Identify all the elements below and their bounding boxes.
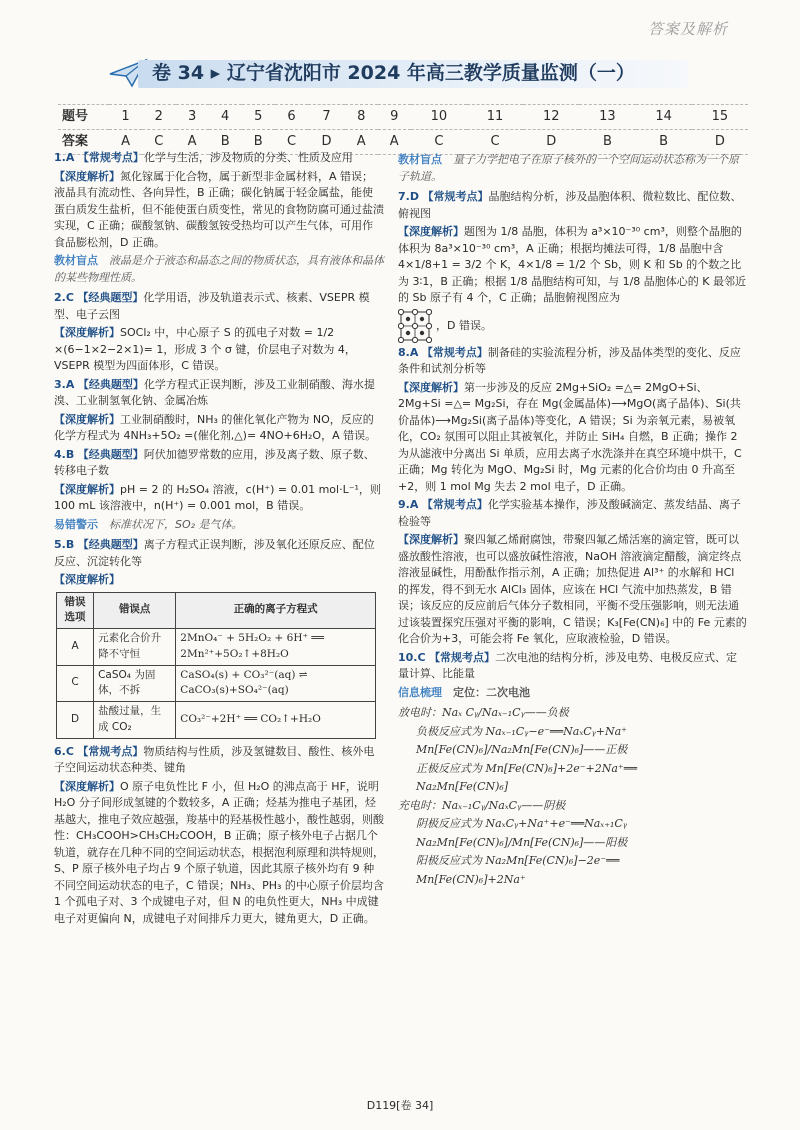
q1-tip [54,253,384,286]
q10-info-heading [398,685,748,702]
question-topic: 化学实验基本操作，涉及酸碱滴定、蒸发结晶、离子检验等 [398,498,741,528]
table-row [57,702,376,739]
answer-table-row-label: 题号 [58,105,109,130]
question-number: 3.A [54,377,75,391]
table-cell: 元素化合价升降不守恒 [94,629,176,666]
q4-tip [54,517,384,534]
question-number: 10.C [398,650,426,664]
analysis-tag: 【深度解析】 [398,225,464,238]
table-header: 错误点 [94,592,176,629]
q7-figure-line [398,309,748,343]
analysis-text: 题图为 1/8 晶胞，体积为 a³×10⁻³⁰ cm³，则整个晶胞的体积为 8a³×10⁻³⁰ cm³，A 正确；根据均摊法可得，1/8 晶胞中含 4×1/8+1 = 3/2 个 K，4×1/8 = 1/2 个 Sb，则 K 和 Sb 的个数之比为 3∶1，B 正确；根据 1/8 晶胞结构可知，与 1/8 晶胞体心的 K 最邻近的 Sb 原子有 4 个，C 正确；晶胞俯视图应为 [398,225,746,304]
question-number-cell: 8 [345,105,378,130]
q7-header [398,189,748,222]
answer-cell: C [467,130,523,155]
category-tag: 【常规考点】 [429,650,496,664]
tip-text: 液晶是介于液态和晶态之间的物质状态，具有液体和晶体的某些物理性质。 [54,254,384,284]
answer-table-row-label: 答案 [58,130,109,155]
question-topic: 化学用语，涉及轨道表示式、核素、VSEPR 模型、电子云图 [54,291,370,321]
question-number-cell: 1 [109,105,142,130]
category-tag: 【经典题型】 [77,538,144,551]
answer-cell: A [378,130,411,155]
question-number-cell: 7 [308,105,344,130]
table-row [57,665,376,702]
question-number-cell: 2 [142,105,176,130]
question-number-cell: 13 [579,105,635,130]
unit-cell-top-view-icon [398,309,432,343]
question-topic: 离子方程式正误判断，涉及氧化还原反应、配位反应、沉淀转化等 [54,538,375,568]
q10-header [398,650,748,683]
answer-cell: D [692,130,748,155]
table-cell: D [57,702,94,739]
reaction-line: 正极反应式为 Mn[Fe(CN)₆]+2e⁻+2Na⁺══ [416,761,637,775]
q1-analysis [54,169,384,252]
question-number-cell: 10 [411,105,467,130]
reaction-line: Mn[Fe(CN)₆]+2Na⁺ [416,872,526,886]
q6-header [54,744,384,777]
q1-header [54,150,384,167]
question-topic: 二次电池的结构分析，涉及电势、电极反应式、定量计算、比能量 [398,650,738,680]
paper-title: 卷 34 ▸ 辽宁省沈阳市 2024 年高三教学质量监测（一） [152,62,635,84]
question-number: 9.A [398,498,419,511]
table-cell: CaSO₄ 为固体，不拆 [94,665,176,702]
tip-label: 信息梳理 [398,685,442,699]
category-tag: 【经典题型】 [77,447,144,461]
question-number-cell: 15 [692,105,748,130]
question-number: 5.B [54,538,75,551]
question-number-cell: 11 [467,105,523,130]
q9-analysis [398,532,748,648]
question-number-cell: 3 [176,105,209,130]
table-cell: 2MnO₄⁻ + 5H₂O₂ + 6H⁺ ══ 2Mn²⁺+5O₂↑+8H₂O [176,629,376,666]
paper-title-banner [108,56,688,92]
tip-label: 易错警示 [54,517,98,531]
question-number: 4.B [54,447,75,461]
q7-analysis [398,224,748,307]
category-tag: 【常规考点】 [422,190,489,203]
tip-label: 教材盲点 [54,254,98,267]
analysis-tag: 【深度解析】 [398,380,464,394]
answer-cell: B [579,130,635,155]
analysis-tag: 【深度解析】 [398,533,464,546]
analysis-text: 聚四氟乙烯耐腐蚀，带聚四氟乙烯活塞的滴定管，既可以盛放酸性溶液，也可以盛放碱性溶液，NaOH 溶液滴定醋酸，滴定终点溶液显碱性，用酚酞作指示剂，A 正确；加热促进 Al³⁺ 的水解和 HCl 的挥发，得不到无水 AlCl₃ 固体，应该在 HCl 气流中加热蒸发，B 错误；该反应的反应前后气体分子数相同，平衡不受压强影响，则无法通过该装置探究压强对平衡的影响，C 错误；K₃[Fe(CN)₆] 中的 Fe 元素的化合价为+3，可能会将 Fe 氧化，应取液检验，D 错误。 [398,533,747,645]
category-tag: 【常规考点】 [421,345,488,359]
q9-header [398,497,748,530]
table-header: 正确的离子方程式 [176,592,376,629]
category-tag: 【常规考点】 [421,498,488,511]
q2-analysis [54,325,384,375]
analysis-text: ，D 错误。 [436,318,492,332]
reaction-line: Mn[Fe(CN)₆]/Na₂Mn[Fe(CN)₆]——正极 [416,743,628,756]
reaction-line: 充电时：Naₓ₋₁Cᵧ/NaₓCᵧ——阴极 [398,798,566,812]
analysis-text: SOCl₂ 中，中心原子 S 的孤电子对数 = 1/2 ×(6−1×2−2×1)= 1，形成 3 个 σ 键，价层电子对数为 4，VSEPR 模型为四面体形，C 错误。 [54,326,356,372]
table-cell: 盐酸过量，生成 CO₂ [94,702,176,739]
question-number-cell: 4 [209,105,242,130]
tip-text: 量子力学把电子在原子核外的一个空间运动状态称为一个原子轨道。 [398,153,739,183]
q6-tip [398,152,748,185]
category-tag: 【经典题型】 [77,377,144,391]
question-topic: 阿伏加德罗常数的应用，涉及离子数、原子数、转移电子数 [54,447,375,477]
question-topic: 化学方程式正误判断，涉及工业制硝酸、海水提溴、工业制氢氧化钠、金属冶炼 [54,377,375,407]
q8-analysis [398,380,748,496]
question-number-cell: 5 [242,105,275,130]
left-column [54,150,384,929]
answer-cell: A [345,130,378,155]
q3-header [54,377,384,410]
reaction-line: 负极反应式为 Naₓ₋₁Cᵧ−e⁻══NaₓCᵧ+Na⁺ [416,724,627,738]
error-analysis-table [56,592,376,739]
table-cell: CaSO₄(s) + CO₃²⁻(aq) ⇌ CaCO₃(s)+SO₄²⁻(aq) [176,665,376,702]
tip-text: 标准状况下，SO₂ 是气体。 [109,517,243,531]
table-cell: CO₃²⁻+2H⁺ ══ CO₂↑+H₂O [176,702,376,739]
analysis-tag: 【深度解析】 [54,326,120,339]
question-topic: 化学与生活，涉及物质的分类、性质及应用 [143,151,353,164]
question-number: 6.C [54,744,74,758]
analysis-tag: 【深度解析】 [54,412,120,426]
analysis-text: 第一步涉及的反应 2Mg+SiO₂ =△= 2MgO+Si、2Mg+Si =△= Mg₂Si，存在 Mg(金属晶体)⟶MgO(离子晶体)、Si(共价晶体)⟶Mg₂Si(离子晶体)等变化，A 错误；Si 为亲氧元素，易被氧化，CO₂ 氛围可以阻止其被氧化，并防止 SiH₄ 自燃，B 正确；操作 2 为从滤液中分离出 Si 单质，应用去离子水洗涤并在真空环境中烘干，C 正确；Mg 转化为 MgO、Mg₂Si 时，Mg 元素的化合价均由 0 升高至+2，则 1 mol Mg 失去 2 mol 电子，D 正确。 [398,380,742,493]
page-footer: D119[卷 34] [366,1099,434,1112]
table-row [57,629,376,666]
reaction-line: 阳极反应式为 Na₂Mn[Fe(CN)₆]−2e⁻══ [416,854,620,867]
answer-cell: B [636,130,692,155]
question-topic: 晶胞结构分析，涉及晶胞体积、微粒数比、配位数、俯视图 [398,190,742,220]
category-tag: 【经典题型】 [77,291,144,304]
q5-analysis-label [54,572,384,589]
question-number-cell: 12 [523,105,579,130]
q2-header [54,290,384,323]
info-title: 定位：二次电池 [453,685,530,699]
reaction-line: 放电时：Naₓ Cᵧ/Naₓ₋₁Cᵧ——负极 [398,706,569,719]
q5-header [54,537,384,570]
battery-reaction-lines [398,705,748,888]
question-number: 8.A [398,345,419,359]
analysis-text: O 原子电负性比 F 小，但 H₂O 的沸点高于 HF，说明 H₂O 分子间形成氢键的个数较多，A 正确；烃基为推电子基团，烃基越大，推电子效应越强，羧基中的羟基极性越小，酸性越弱，则酸性：CH₃COOH>CH₃CH₂COOH，B 正确；原子核外电子占据几个轨道，就存在几种不同的空间运动状态，根据泡利原理和洪特规则，S、P 原子核外电子均占 9 个原子轨道，因此其原子核外均有 9 种不同空间运动状态的电子，C 错误；NH₃、PH₃ 的中心原子价层均含 1 个孤电子对、3 个成键电子对，但 N 的电负性更大，NH₃ 中成键电子对更偏向 N，成键电子对间排斥力更大，键角更大，D 正确。 [54,779,384,925]
question-number: 1.A [54,151,75,164]
question-number-cell: 6 [275,105,309,130]
answer-cell: C [411,130,467,155]
analysis-tag: 【深度解析】 [54,779,120,793]
q4-analysis [54,482,384,515]
question-number: 7.D [398,190,419,203]
analysis-tag: 【深度解析】 [54,482,120,496]
category-tag: 【常规考点】 [77,744,144,758]
answer-cell: B [209,130,242,155]
answer-cell: B [242,130,275,155]
table-header: 错误选项 [57,592,94,629]
category-tag: 【常规考点】 [77,151,144,164]
answer-table [58,104,748,155]
question-number: 2.C [54,291,74,304]
answer-cell: D [308,130,344,155]
table-cell: A [57,629,94,666]
reaction-line: Na₂Mn[Fe(CN)₆]/Mn[Fe(CN)₆]——阳极 [416,835,628,849]
tip-label: 教材盲点 [398,153,442,166]
analysis-text: 工业制硝酸时，NH₃ 的催化氧化产物为 NO，反应的化学方程式为 4NH₃+5O₂ =(催化剂,△)= 4NO+6H₂O，A 错误。 [54,412,377,442]
analysis-tag: 【深度解析】 [54,169,120,183]
reaction-line: Na₂Mn[Fe(CN)₆] [416,780,509,793]
answer-section-label: 答案及解析 [647,20,728,38]
question-number-cell: 14 [636,105,692,130]
right-column [398,150,748,890]
analysis-text: 氮化镓属于化合物，属于新型非金属材料，A 错误；液晶具有流动性、各向异性，B 正确；碳化钠属于轻金属盐，能使蛋白质发生盐析，但不能使蛋白质变性，常见的食物防腐可通过盐渍实现，C 正确；碳酸氢钠、碳酸氢铵受热均可以产生气体，可用作食品膨松剂，D 正确。 [54,169,384,249]
answer-cell: C [275,130,309,155]
answer-cell: D [523,130,579,155]
answer-cell: A [109,130,142,155]
q6-analysis [54,779,384,928]
q3-analysis [54,412,384,445]
reaction-line: 阴极反应式为 NaₓCᵧ+Na⁺+e⁻══Naₓ₊₁Cᵧ [416,817,627,830]
analysis-text: pH = 2 的 H₂SO₄ 溶液，c(H⁺) = 0.01 mol·L⁻¹，则 100 mL 该溶液中，n(H⁺) = 0.001 mol，B 错误。 [54,482,381,512]
answer-cell: A [176,130,209,155]
q4-header [54,447,384,480]
table-cell: C [57,665,94,702]
question-topic: 物质结构与性质，涉及氢键数目、酸性、核外电子空间运动状态种类、键角 [54,744,375,774]
question-number-cell: 9 [378,105,411,130]
q8-header [398,345,748,378]
analysis-tag: 【深度解析】 [54,573,120,586]
answer-cell: C [142,130,176,155]
question-topic: 制备硅的实验流程分析，涉及晶体类型的变化、反应条件和试剂分析等 [398,345,741,375]
